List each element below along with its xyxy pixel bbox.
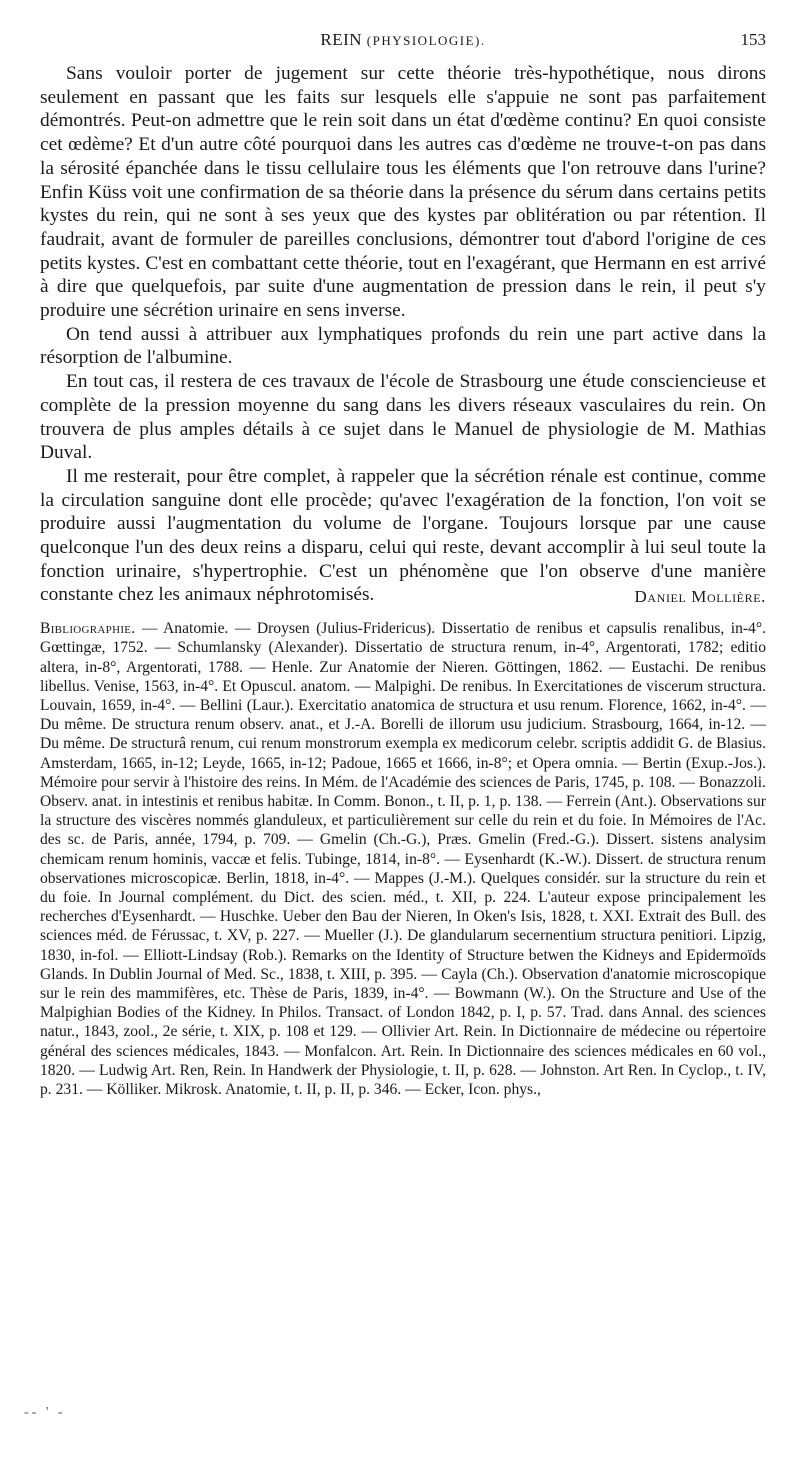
paragraph-1: Sans vouloir porter de jugement sur cette théorie très-hypothétique, nous dirons seulement en passant que les faits sur lesquels elle s'appuie ne sont pas parfaitement démontrés. Peut-on admettre que le rein soit dans un état d'œdème continu? En quoi consiste cet œdème? Et d'un autre côté pourquoi dans les autres cas d'œdème ne trouve-t-on pas dans la sérosité épanchée dans le tissu cellulaire tous les éléments que l'on retrouve dans l'urine? Enfin Küss voit une confirmation de sa théorie dans la présence du sérum dans certains petits kystes du rein, qui ne sont à ses yeux que des kystes par oblitération ou par rétention. Il faudrait, avant de formuler de pareilles conclusions, démontrer tout d'abord l'origine de ces petits kystes. C'est en combattant cette théorie, tout en l'exagérant, que Hermann en est arrivé à dire que quelquefois, par suite d'une augmentation de pression dans le rein, il peut s'y produire une sécrétion urinaire en sens inverse. bbox=[40, 63, 766, 322]
bibliography-heading: Bibliographie. bbox=[40, 620, 136, 638]
paragraph-2: On tend aussi à attribuer aux lymphatiques profonds du rein une part active dans la résorption de l'albumine. bbox=[40, 323, 766, 369]
author-signature: Daniel Mollière. bbox=[634, 587, 766, 607]
body-text bbox=[40, 62, 766, 607]
paragraph-3: En tout cas, il restera de ces travaux de l'école de Strasbourg une étude consciencieuse et complète de la pression moyenne du sang dans les divers réseaux vasculaires du rein. On trouvera de plus amples détails à ce sujet dans le Manuel de physiologie de M. Mathias Duval. bbox=[40, 371, 766, 464]
bibliography-text: — Anatomie. — Droysen (Julius-Fridericus). Dissertatio de renibus et capsulis renalibus, in-4°. Gœttingæ, 1752. — Schumlansky (Alexander). Dissertatio de structura renum, in-4°, Argentorati, 1782; editio altera, in-8°, Argentorati, 1788. — Henle. Zur Anatomie der Nieren. Göttingen, 1862. — Eustachi. De renibus libellus. Venise, 1563, in-4°. Et Opuscul. anatom. — Malpighi. De renibus. In Exercitationes de viscerum structura. Louvain, 1659, in-4°. — Bellini (Laur.). Exercitatio anatomica de structura et usu renum. Florence, 1662, in-4°. — Du même. De structura renum observ. anat., et J.-A. Borelli de illorum usu judicium. Strasbourg, 1664, in-12. — Du même. De structurâ renum, cui renum monstrorum exempla ex medicorum celebr. scriptis addidit G. de Blasius. Amsterdam, 1665, in-12; Leyde, 1665, in-12; Padoue, 1665 et 1666, in-8°; et Opera omnia. — Bertin (Exup.-Jos.). Mémoire pour servir à l'histoire des reins. In Mém. de l'Académie des sciences de Paris, 1745, p. 108. — Bonazzoli. Observ. anat. in intestinis et renibus habitæ. In Comm. Bonon., t. II, p. 1, p. 138. — Ferrein (Ant.). Observations sur la structure des viscères nommés glanduleux, et particulièrement sur celle du rein et du foie. In Mémoires de l'Ac. des sc. de Paris, année, 1794, p. 709. — Gmelin (Ch.-G.), Præs. Gmelin (Fred.-G.). Dissert. sistens analysim chemicam renum hominis, vaccæ et felis. Tubinge, 1814, in-8°. — Eysenhardt (K.-W.). Dissert. de structura renum observationes microscopicæ. Berlin, 1818, in-4°. — Mappes (J.-M.). Quelques considér. sur la structure du rein et du foie. In Journal complément. du Dict. des scien. méd., t. XII, p. 224. L'auteur expose principalement les recherches d'Eysenhardt. — Huschke. Ueber den Bau der Nieren, In Oken's Isis, 1828, t. XXI. Extrait des Bull. des sciences méd. de Férussac, t. XV, p. 227. — Mueller (J.). De glandularum secernentium structura penitiori. Lipzig, 1830, in-fol. — Elliott-Lindsay (Rob.). Remarks on the Identity of Structure betwen the Kidneys and Epidermoïds Glands. In Dublin Journal of Med. Sc., 1838, t. XIII, p. 395. — Cayla (Ch.). Observation d'anatomie microscopique sur le rein des mammifères, etc. Thèse de Paris, 1839, in-4°. — Bowmann (W.). On the Structure and Use of the Malpighian Bodies of the Kidney. In Philos. Transact. of London 1842, p. I, p. 57. Trad. dans Annal. des sciences natur., 1843, zool., 2e série, t. XIX, p. 108 et 129. — Ollivier Art. Rein. In Dictionnaire de médecine ou répertoire général des sciences médicales, 1843. — Monfalcon. Art. Rein. In Dictionnaire des sciences médicales en 60 vol., 1820. — Ludwig Art. Ren, Rein. In Handwerk der Physiologie, t. II, p. 628. — Johnston. Art Ren. In Cyclop., t. IV, p. 231. — Kölliker. Mikrosk. Anatomie, t. II, p. II, p. 346. — Ecker, Icon. phys., bbox=[40, 620, 766, 1099]
page-number: 153 bbox=[740, 30, 766, 49]
page-header bbox=[40, 30, 766, 56]
paragraph-4-text: Il me resterait, pour être complet, à rappeler que la sécrétion rénale est continue, comme la circulation sanguine dont elle procède; qu'avec l'exagération de la fonction, l'on voit se produire aussi l'augmentation du volume de l'organe. Toujours lorsque par une cause quelconque l'un des deux reins a disparu, celui qui reste, devant accomplir à lui seul toute la fonction urinaire, s'hypertrophie. C'est un phénomène que l'on observe d'une manière constante chez les animaux néphrotomisés. bbox=[40, 465, 766, 606]
running-head bbox=[40, 30, 766, 50]
running-head-subtitle: (PHYSIOLOGIE). bbox=[366, 33, 486, 48]
running-head-title: REIN bbox=[320, 30, 363, 49]
document-page bbox=[40, 30, 766, 1450]
bibliography bbox=[40, 619, 766, 1099]
paragraph-4 bbox=[40, 465, 766, 607]
footer-marks: -- ' - bbox=[24, 1405, 66, 1420]
